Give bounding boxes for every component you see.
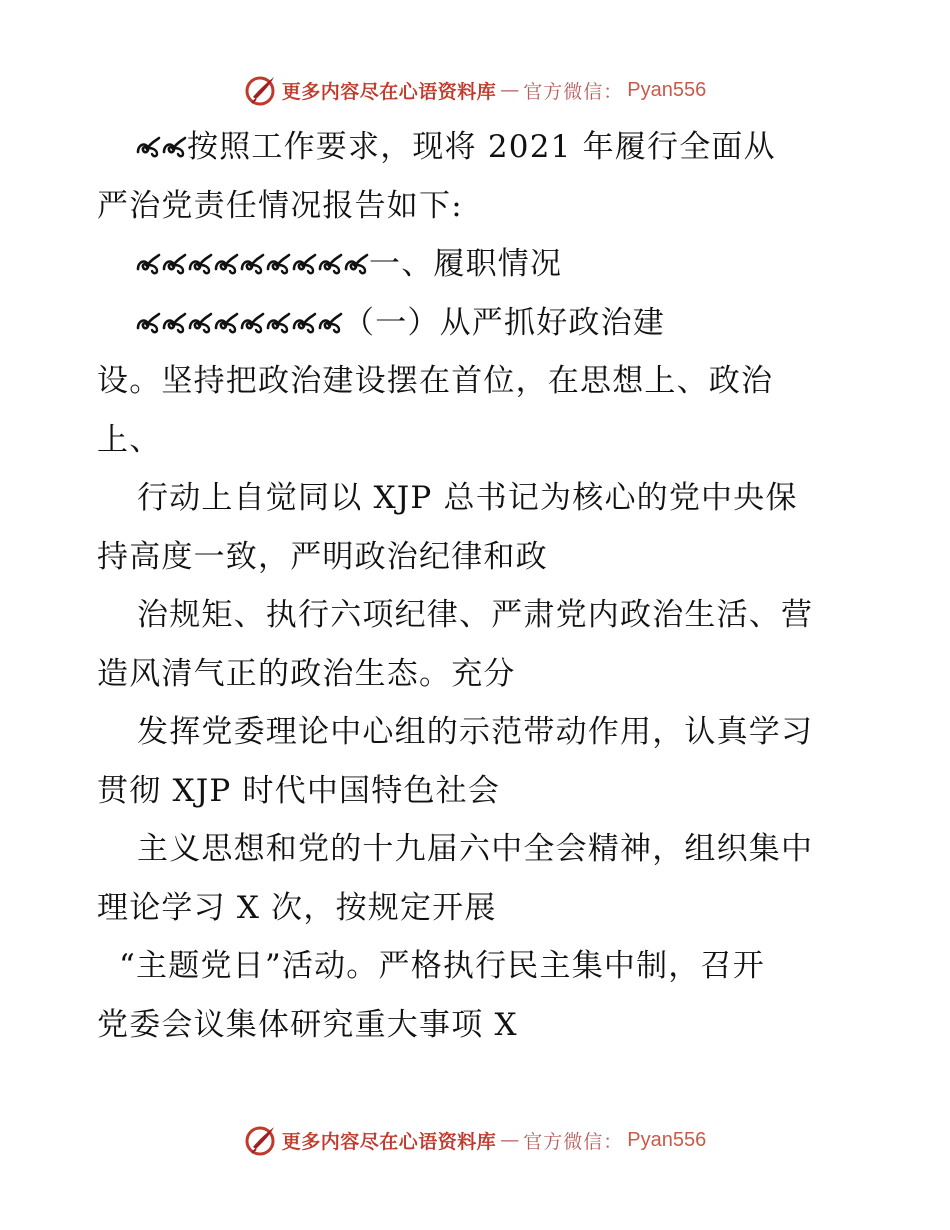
header-wechat-id: Pyan556 bbox=[627, 78, 707, 101]
swirl-ornament-icon bbox=[213, 310, 239, 336]
doc-line-14 bbox=[97, 879, 857, 938]
doc-line-text: 造风清气正的政治生态。充分 bbox=[97, 655, 516, 692]
doc-line-5 bbox=[97, 352, 857, 411]
swirl-ornament-icon bbox=[265, 251, 291, 277]
document-body bbox=[97, 118, 857, 1054]
footer-wechat-label: 官方微信： bbox=[523, 1130, 624, 1153]
doc-line-11 bbox=[97, 703, 857, 762]
doc-line-3 bbox=[97, 235, 857, 294]
swirl-ornament-icon bbox=[291, 251, 317, 277]
swirl-ornament-icon bbox=[213, 251, 239, 277]
header-site-name: 更多内容尽在心语资料库 bbox=[281, 80, 497, 103]
footer-site-name: 更多内容尽在心语资料库 bbox=[281, 1130, 497, 1153]
swirl-ornament-icon bbox=[239, 310, 265, 336]
swirl-ornament-icon bbox=[291, 310, 317, 336]
header-separator: — bbox=[500, 79, 520, 101]
doc-line-text: 持高度一致，严明政治纪律和政 bbox=[97, 538, 548, 575]
swirl-ornament-icon bbox=[187, 251, 213, 277]
doc-line-6 bbox=[97, 411, 857, 470]
doc-line-text: 行动上自觉同以 XJP 总书记为核心的党中央保 bbox=[137, 480, 798, 516]
doc-line-15 bbox=[97, 937, 857, 996]
doc-line-12 bbox=[97, 762, 857, 821]
swirl-ornament-icon bbox=[135, 134, 161, 160]
doc-line-4 bbox=[97, 294, 857, 353]
swirl-ornament-icon bbox=[343, 251, 369, 277]
swirl-ornament-icon bbox=[265, 310, 291, 336]
doc-line-text: 按照工作要求，现将 2021 年履行全面从 bbox=[187, 129, 776, 165]
swirl-ornament-icon bbox=[135, 310, 161, 336]
ornament-group bbox=[135, 246, 369, 282]
doc-line-text: 设。坚持把政治建设摆在首位，在思想上、政治 bbox=[97, 363, 774, 399]
doc-line-text: 治规矩、执行六项纪律、严肃党内政治生活、营 bbox=[137, 597, 814, 633]
doc-line-7 bbox=[97, 469, 857, 528]
doc-line-text: 上、 bbox=[97, 421, 162, 458]
header-wechat-label: 官方微信： bbox=[523, 80, 624, 103]
doc-line-text: 严治党责任情况报告如下: bbox=[97, 187, 463, 224]
swirl-ornament-icon bbox=[187, 310, 213, 336]
footer-separator: — bbox=[500, 1129, 520, 1151]
swirl-ornament-icon bbox=[161, 310, 187, 336]
swirl-ornament-icon bbox=[135, 251, 161, 277]
doc-line-text: 贯彻 XJP 时代中国特色社会 bbox=[97, 772, 501, 809]
doc-line-text: 主义思想和党的十九届六中全会精神，组织集中 bbox=[137, 831, 814, 867]
doc-line-1 bbox=[97, 118, 857, 177]
doc-line-text: 发挥党委理论中心组的示范带动作用，认真学习 bbox=[137, 714, 814, 750]
swirl-ornament-icon bbox=[161, 134, 187, 160]
header-banner bbox=[0, 70, 950, 110]
swirl-ornament-icon bbox=[239, 251, 265, 277]
header-banner-content bbox=[244, 73, 707, 107]
doc-line-text: “主题党日”活动。严格执行民主集中制，召开 bbox=[119, 948, 765, 984]
doc-line-8 bbox=[97, 528, 857, 587]
swirl-ornament-icon bbox=[161, 251, 187, 277]
ornament-group bbox=[135, 129, 187, 165]
doc-line-13 bbox=[97, 820, 857, 879]
subsection-heading: （一）从严抓好政治建 bbox=[343, 304, 665, 341]
doc-line-text: 理论学习 X 次，按规定开展 bbox=[97, 889, 497, 926]
doc-line-9 bbox=[97, 586, 857, 645]
doc-line-10 bbox=[97, 645, 857, 704]
quill-pen-logo-icon bbox=[244, 73, 278, 107]
doc-line-2 bbox=[97, 177, 857, 236]
quill-pen-logo-icon bbox=[244, 1123, 278, 1157]
doc-line-text: 党委会议集体研究重大事项 X bbox=[97, 1006, 518, 1043]
doc-line-16 bbox=[97, 996, 857, 1055]
footer-banner bbox=[0, 1120, 950, 1160]
swirl-ornament-icon bbox=[317, 310, 343, 336]
ornament-group bbox=[135, 305, 343, 341]
section-heading: 一、履职情况 bbox=[369, 246, 563, 282]
footer-banner-content bbox=[244, 1123, 707, 1157]
footer-wechat-id: Pyan556 bbox=[627, 1128, 707, 1151]
swirl-ornament-icon bbox=[317, 251, 343, 277]
